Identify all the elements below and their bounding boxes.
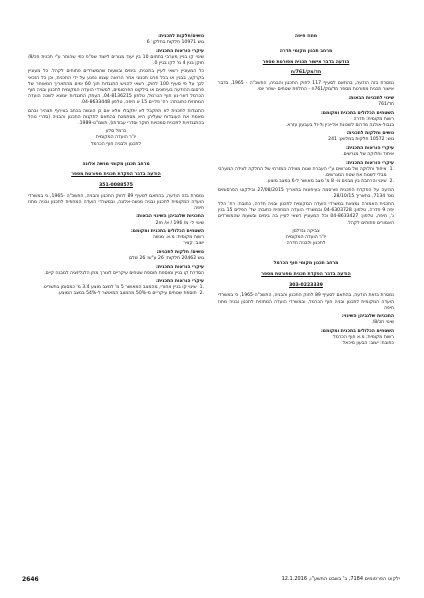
signature-committee: לתכנון ולבניה חדרה <box>286 241 326 247</box>
section-heading: השטחים הכלולים בתכנית ומקומם: <box>320 328 394 334</box>
left-column <box>28 34 204 298</box>
notice-title: מרחב תכנון מקומי מנשה אלונה <box>82 161 150 167</box>
goal-text: הסדרת קו בניין ומוספת תוספת שטחים עיקריים לצורך מתן הלגליזציה למבנה קיים. <box>44 270 204 276</box>
area-text: רשות מקומית: מ.א. מנשה <box>152 235 204 241</box>
plan-number: 303-0223339 <box>289 282 323 288</box>
notice-body: התנגדות לתכנית לא תתקבל לא יתקבלו אלא אם כן הוגשה בכתב בצירוף תצהיר ובהם מאמת את העובדות שעליהן היא מסתמכת בהתאם לתקנות התכנון והבניה (סדרי נוהל בהתנגדויות לתכנית סמכויות חוקר וסדרי עבודתו), תשמ"ט-1989. <box>28 108 204 126</box>
signature-name: צביקה גנדלמן <box>292 229 320 235</box>
notice-body: הודעה על הפקדת התכנית פורסמה בעיתונות בתאריך 27/08/2015 ובילקוט הפרסומים מס' 7134, בתאריך 28/10/15. <box>218 187 394 199</box>
page-footer <box>22 574 400 584</box>
list-item: .2 שינוי והרחבת בין מבנים מ- 8 מ' מצב מאושר ל-6 במצב מוצע. <box>266 178 394 184</box>
section-heading: עיקרי הוראות התכנית: <box>156 279 204 285</box>
notice-subtitle: הודעה בדבר הפקדת תכנית מפורטת מספר <box>261 272 351 278</box>
related-plans: חד/761 <box>378 101 394 107</box>
section-heading: עיקרי הוראות התכנית: <box>156 48 204 54</box>
signature-committee: לתכנון ולבניה חוף הכרמל <box>90 141 142 147</box>
section-heading: גושים וחלקות לתכנית: <box>346 131 394 137</box>
right-column <box>218 34 394 350</box>
signature-role: יו"ר הועדה המקומית <box>285 235 327 241</box>
section-heading: גושים/חלקות לתכנית: <box>158 34 204 39</box>
section-heading: גושים/ חלקות לתכנית: <box>156 249 204 255</box>
list-item: .1 איחוד וחלוקה של מגרשים ע"י העברת שטח מצידה המזרחי של החלקה לצידה המערבי מבלי לשנות את שטח המגרשים. <box>218 166 394 178</box>
notice-body: התכנית האמורה נמצאת במשרדי הועדה המקומית לתכנון ובניה חדרה, כתובת: רח' הלל יפה 9 חדרה, טלפון: 04-6303728 ובמשרדי הועדה המחוזית כתובת: שד' הפלים 15 בנין נ', חיפה, טלפון: 04-8633427 וכל המעוניין רשאי לעיין בה בימים ובשעות שהמשרדים האמורים פתוחים לקהל. <box>218 202 395 226</box>
notice-body: נמסרת בזה הודעה, בהתאם לסעיף 117 לחוק התכנון והבניה, התשכ"ה - 1965, בדבר אישור תכנית מפורטת מספר חד/מק/761ח - החלפת שטחים -שחר יוסי. <box>218 81 394 93</box>
page-number: 2646 <box>22 575 39 583</box>
goal-text: איחוד וחלוקה של מגרשים. <box>342 152 394 158</box>
notice-title: מרחב תכנון מקומי חוף הכרמל <box>273 261 339 267</box>
area-text: רשות מקומית: חדרה <box>353 116 394 122</box>
section-heading: התכניות שלגביהן השינוי: <box>341 314 394 320</box>
plan-number: 351-0088575 <box>99 182 133 188</box>
section-heading: התכניות שלגביהן השינוי הבאות: <box>136 214 204 220</box>
section-heading: עיקרי הוראות התכנית: <box>346 160 394 166</box>
notice-subtitle: הודעה בדבר הפקדת תכנית מפורטת מספר <box>71 172 161 178</box>
notice-body: נמסרת בזה הודעה, בהתאם לסעיף 89 לחוק התכנון והבניה, התשכ"ה -1965, כי במשרדי הועדה המקומית לתכנון ובניה מנשה-אלונה, ובמשרדי הועדה המחוזית לתכנון ובניה מחוז חיפה <box>28 193 204 211</box>
block-text: גוש: 10572 חלקות במלואן: 241 <box>328 137 394 143</box>
section-heading: עיקרי הוראות התכנית: <box>156 264 204 270</box>
area-text: ישוב: קציר <box>183 241 204 247</box>
plan-number: חד/מק/761/ח <box>290 70 322 76</box>
block-text: גוש 20462 חלקות: 26 ע"ש: 26 שלם <box>129 256 204 261</box>
section-heading: השטחים הכלולים בתכנית ומקומם: <box>320 110 394 116</box>
signature-name: כרמל סלע <box>105 129 127 135</box>
notice-title: מרחב תכנון מקומי חדרה <box>279 49 333 55</box>
area-text: רשות מקומית: מ.א חוף הכרמל <box>333 335 394 341</box>
related-plans: שינוי חכ/8/ <box>372 320 394 326</box>
section-heading: שינוי לתכניות הבאות: <box>348 95 394 101</box>
list-item: .1 שינוי קו בניין אחורי, מהמצב המאושר 5 מ' למצב מוצע 3.4 מ' כמסומן בתשריט. <box>42 285 204 291</box>
section-heading: עיקרי הוראות התכנית: <box>346 146 394 151</box>
signature-role: יו"ר הועדה המקומית <box>95 135 137 141</box>
area-text: כתובת: ישוב: הבעון מיכאל <box>342 341 394 347</box>
block-text: גוש 10971 חלקות בחלקן: 6 <box>146 40 204 46</box>
publication-line: ילקוט הפרסומים 7184, ב' בשבט התשע"ו, 12.1.2016 <box>281 576 400 582</box>
list-item: .2 תוספת שטחים עיקריים מ-50% מהמצב המאושר ל-54% במצב המוצע. <box>57 291 204 297</box>
related-plans: שינוי ל- מ/ 196 / א/ 2m <box>155 220 204 226</box>
area-text: בגבול-אולגה מדרום לשכונת אל-יכין ול-זל בעבעון עזרא. <box>285 122 394 128</box>
notice-body: נמסרת בזאת הודעה, בהתאם לסעיף 89 לחוק התכנון והבניה, התשכ"ה-1965, כי במשרדי הועדה המקומית לתכנון ובניה חוף הכרמל, ובמשרדי הועדה המחוזית לתכנון ובניה מחוז חיפה <box>218 293 395 311</box>
notice-subtitle: הודעה בדבר אישור תכנית מפורטת מספר <box>262 59 350 65</box>
goal-text: שינוי קו בניין מערבי בתחום 10 בין יעוד מגורים לישוד שפ"פ כפי שהותר ע"י תכנית חכ/8/ חוקן בנין 4 מ' לקו בניין 0. <box>28 54 204 66</box>
district-heading: מחוז חיפה <box>294 34 318 39</box>
notice-body: כל המעוניין רשאי לעיין בתכנית, בימים ובשעות שהמשרדים פתוחים לקהל. כל מעוניין בקרקע, בבנין או בכל פרט תכנוני אחר הרואה עצמו נפגע על ידי התכנית, וכן כל הזכאי לכך על פי סעיף 100 לחוק, רשאי להגיש התנגדות תוך 60 ימים מהתאריך המאוחר של פרסום ההודעה בעיתונים או בילקוט הפרסומים, למשרדי הועדה המקומית לתכנון ובניה חוף הכרמל דאר-נע חוף הכרמל, טלפון 04-8136215, העתק התנגדות יומצא לשכה הועדה המחוזית כתובתה: רח' פל-ים 15 א חיפה, טלפון 04-8633448. <box>28 69 205 105</box>
section-heading: השטחים הכלולים בתכנית ומקומם: <box>130 229 204 235</box>
